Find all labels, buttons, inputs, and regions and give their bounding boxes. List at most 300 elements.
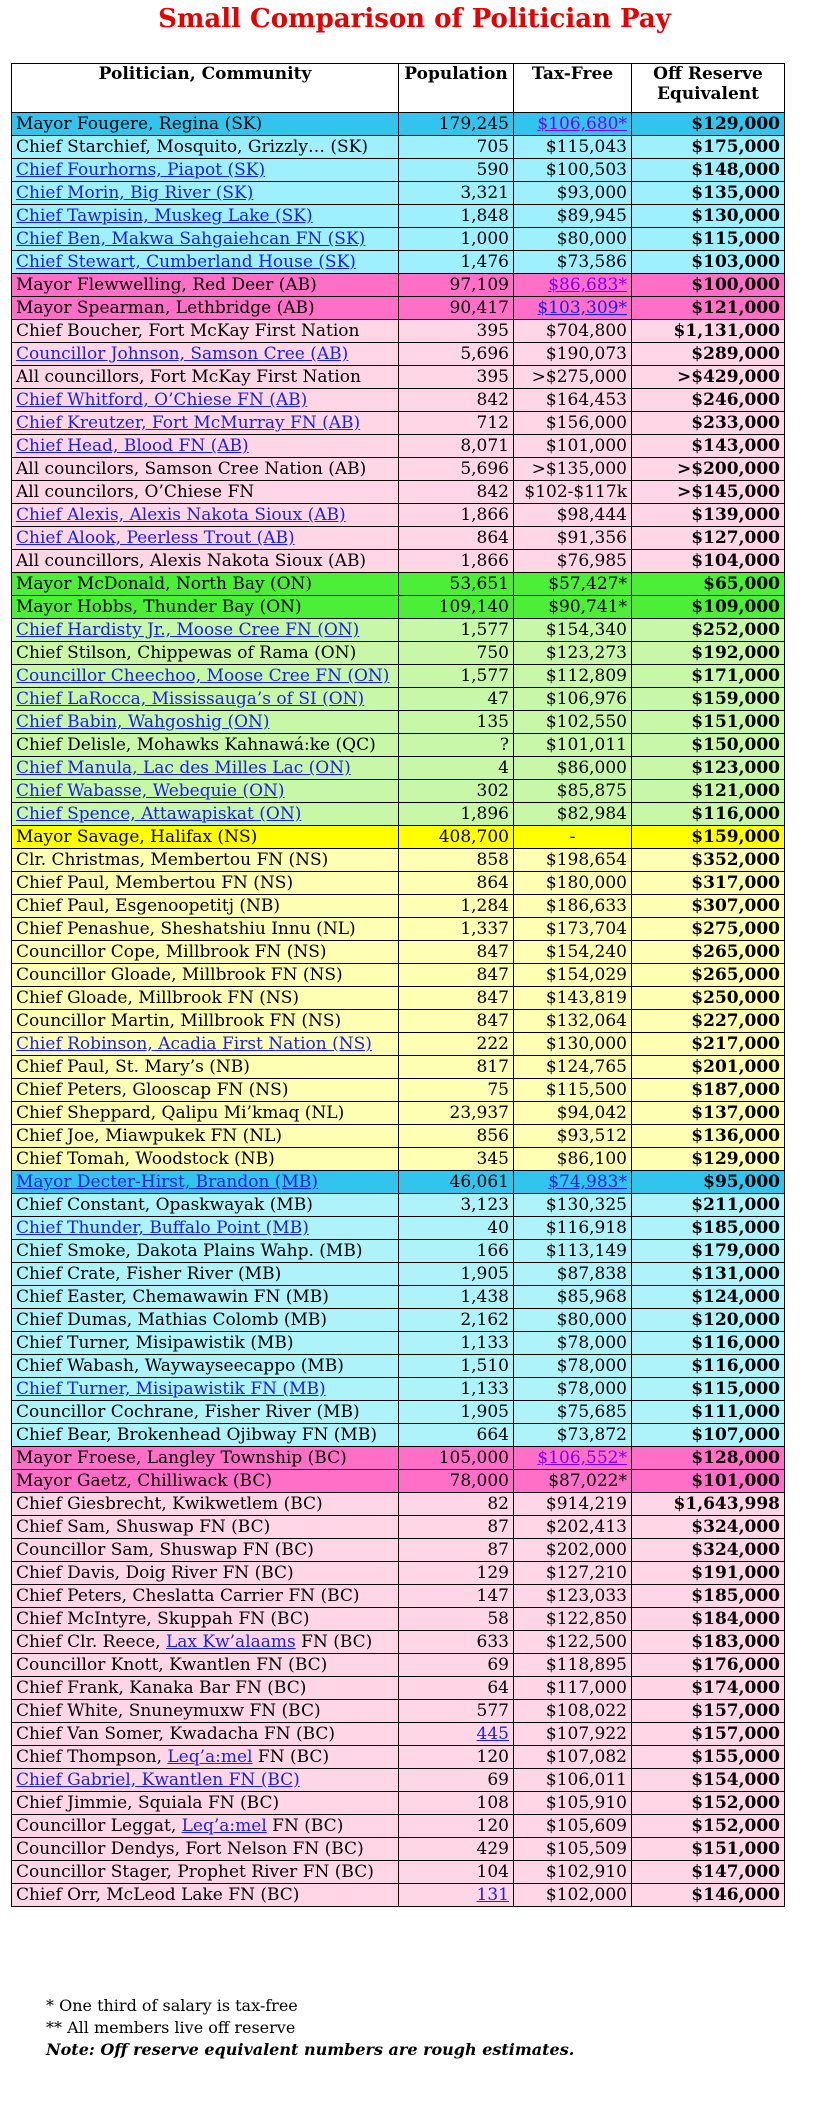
off-reserve-cell: $109,000 (632, 596, 785, 619)
population-cell: 858 (399, 849, 514, 872)
tax-free-cell: $78,000 (514, 1332, 632, 1355)
population-cell: 1,133 (399, 1378, 514, 1401)
politician-cell: Chief White, Snuneymuxw FN (BC) (12, 1700, 399, 1723)
tax-free-cell: $98,444 (514, 504, 632, 527)
table-row (12, 458, 785, 481)
tax-free-cell (514, 274, 632, 297)
off-reserve-cell: $129,000 (632, 113, 785, 136)
tax-free-cell: $105,910 (514, 1792, 632, 1815)
politician-cell: Councillor Knott, Kwantlen FN (BC) (12, 1654, 399, 1677)
table-row (12, 849, 785, 872)
politician-cell: Chief Van Somer, Kwadacha FN (BC) (12, 1723, 399, 1746)
tax-free-cell: $57,427* (514, 573, 632, 596)
tax-free-cell: $102,910 (514, 1861, 632, 1884)
population-cell: 87 (399, 1516, 514, 1539)
tax-free-cell: $122,500 (514, 1631, 632, 1654)
politician-cell: Chief Constant, Opaskwayak (MB) (12, 1194, 399, 1217)
community-link[interactable]: Lax Kw’alaams (165, 1632, 296, 1652)
politician-cell: Chief Boucher, Fort McKay First Nation (12, 320, 399, 343)
population-cell: 64 (399, 1677, 514, 1700)
off-reserve-cell: $191,000 (632, 1562, 785, 1585)
tax-free-cell: $101,000 (514, 435, 632, 458)
table-row (12, 1401, 785, 1424)
population-cell: 87 (399, 1539, 514, 1562)
off-reserve-cell: $201,000 (632, 1056, 785, 1079)
header-population: Population (399, 64, 514, 113)
tax-free-link[interactable]: $106,680* (537, 114, 627, 134)
politician-link[interactable]: Chief Alook, Peerless Trout (AB) (16, 528, 295, 548)
population-cell: 3,321 (399, 182, 514, 205)
population-cell: 97,109 (399, 274, 514, 297)
table-row (12, 1608, 785, 1631)
politician-cell (12, 251, 399, 274)
population-cell: 82 (399, 1493, 514, 1516)
off-reserve-cell: $184,000 (632, 1608, 785, 1631)
page-title: Small Comparison of Politician Pay (158, 4, 671, 34)
header-tax-free: Tax-Free (514, 64, 632, 113)
tax-free-cell: $130,325 (514, 1194, 632, 1217)
politician-cell: Chief Wabash, Waywayseecappo (MB) (12, 1355, 399, 1378)
population-cell: 1,510 (399, 1355, 514, 1378)
table-row (12, 1562, 785, 1585)
population-cell: 120 (399, 1815, 514, 1838)
table-row (12, 1631, 785, 1654)
off-reserve-cell: $246,000 (632, 389, 785, 412)
table-row (12, 734, 785, 757)
politician-cell: Chief Paul, Esgenoopetitj (NB) (12, 895, 399, 918)
population-cell: 590 (399, 159, 514, 182)
tax-free-cell: $87,838 (514, 1263, 632, 1286)
population-cell: 302 (399, 780, 514, 803)
off-reserve-cell: $171,000 (632, 665, 785, 688)
tax-free-cell: $107,922 (514, 1723, 632, 1746)
politician-cell: Chief Peters, Glooscap FN (NS) (12, 1079, 399, 1102)
tax-free-cell: $164,453 (514, 389, 632, 412)
off-reserve-cell: $175,000 (632, 136, 785, 159)
politician-link[interactable]: Chief Ben, Makwa Sahgaiehcan FN (SK) (16, 229, 366, 249)
population-cell: 1,577 (399, 665, 514, 688)
table-row (12, 596, 785, 619)
politician-link[interactable]: Chief Kreutzer, Fort McMurray FN (AB) (16, 413, 361, 433)
politician-cell: Chief Easter, Chemawawin FN (MB) (12, 1286, 399, 1309)
off-reserve-cell: >$429,000 (632, 366, 785, 389)
population-cell: 1,337 (399, 918, 514, 941)
tax-free-cell: $186,633 (514, 895, 632, 918)
population-cell: 108 (399, 1792, 514, 1815)
population-cell: 856 (399, 1125, 514, 1148)
population-cell: 395 (399, 366, 514, 389)
tax-free-cell: $102,550 (514, 711, 632, 734)
politician-text: Chief Clr. Reece, (16, 1632, 166, 1652)
tax-free-cell: $180,000 (514, 872, 632, 895)
population-link[interactable]: 445 (476, 1724, 509, 1744)
population-cell: 429 (399, 1838, 514, 1861)
off-reserve-cell: $124,000 (632, 1286, 785, 1309)
tax-free-cell: $80,000 (514, 1309, 632, 1332)
off-reserve-cell: $252,000 (632, 619, 785, 642)
off-reserve-cell: $137,000 (632, 1102, 785, 1125)
population-cell: 750 (399, 642, 514, 665)
politician-link[interactable]: Chief Spence, Attawapiskat (ON) (16, 804, 302, 824)
population-cell: 842 (399, 389, 514, 412)
politician-cell: Mayor Hobbs, Thunder Bay (ON) (12, 596, 399, 619)
table-row (12, 803, 785, 826)
politician-cell (12, 1769, 399, 1792)
politician-cell: Chief Tomah, Woodstock (NB) (12, 1148, 399, 1171)
off-reserve-cell: $217,000 (632, 1033, 785, 1056)
politician-text-suffix: FN (BC) (266, 1816, 344, 1836)
table-row (12, 343, 785, 366)
off-reserve-cell: $130,000 (632, 205, 785, 228)
politician-cell (12, 159, 399, 182)
off-reserve-cell: $148,000 (632, 159, 785, 182)
off-reserve-cell: $147,000 (632, 1861, 785, 1884)
population-cell: 8,071 (399, 435, 514, 458)
population-cell: 395 (399, 320, 514, 343)
tax-free-cell: >$275,000 (514, 366, 632, 389)
politician-link[interactable]: Chief Turner, Misipawistik FN (MB) (16, 1379, 326, 1399)
table-row (12, 435, 785, 458)
population-cell: 3,123 (399, 1194, 514, 1217)
table-row (12, 1286, 785, 1309)
off-reserve-cell: $211,000 (632, 1194, 785, 1217)
off-reserve-cell: $143,000 (632, 435, 785, 458)
off-reserve-cell: $275,000 (632, 918, 785, 941)
politician-cell: Councillor Dendys, Fort Nelson FN (BC) (12, 1838, 399, 1861)
politician-cell: Chief Smoke, Dakota Plains Wahp. (MB) (12, 1240, 399, 1263)
politician-cell: Chief Paul, St. Mary’s (NB) (12, 1056, 399, 1079)
table-row (12, 1240, 785, 1263)
population-cell: 847 (399, 941, 514, 964)
footnotes (46, 1995, 574, 2061)
population-cell: 847 (399, 964, 514, 987)
tax-free-cell: $86,100 (514, 1148, 632, 1171)
population-cell: 1,848 (399, 205, 514, 228)
off-reserve-cell: $95,000 (632, 1171, 785, 1194)
population-cell: 1,905 (399, 1263, 514, 1286)
tax-free-cell: $78,000 (514, 1355, 632, 1378)
population-cell: 577 (399, 1700, 514, 1723)
politician-cell: Councillor Stager, Prophet River FN (BC) (12, 1861, 399, 1884)
population-cell: 46,061 (399, 1171, 514, 1194)
politician-cell: All councilors, Samson Cree Nation (AB) (12, 458, 399, 481)
politician-link[interactable]: Chief Robinson, Acadia First Nation (NS) (16, 1034, 372, 1054)
politician-cell (12, 803, 399, 826)
population-cell: 5,696 (399, 343, 514, 366)
tax-free-cell: $73,586 (514, 251, 632, 274)
table-row (12, 1585, 785, 1608)
table-row (12, 711, 785, 734)
tax-free-cell: $101,011 (514, 734, 632, 757)
tax-free-cell (514, 1447, 632, 1470)
population-cell: 179,245 (399, 113, 514, 136)
table-row (12, 182, 785, 205)
politician-cell: All councillors, Alexis Nakota Sioux (AB) (12, 550, 399, 573)
table-row (12, 136, 785, 159)
table-row (12, 412, 785, 435)
table-row (12, 251, 785, 274)
table-row (12, 1700, 785, 1723)
politician-link[interactable]: Mayor Decter-Hirst, Brandon (MB) (16, 1172, 318, 1192)
politician-link[interactable]: Chief Stewart, Cumberland House (SK) (16, 252, 356, 272)
population-cell: 135 (399, 711, 514, 734)
politician-cell: Chief Sam, Shuswap FN (BC) (12, 1516, 399, 1539)
politician-cell: Councillor Martin, Millbrook FN (NS) (12, 1010, 399, 1033)
politician-cell: Chief Delisle, Mohawks Kahnawá:ke (QC) (12, 734, 399, 757)
off-reserve-cell: $115,000 (632, 1378, 785, 1401)
off-reserve-cell: $107,000 (632, 1424, 785, 1447)
politician-link[interactable]: Chief Gabriel, Kwantlen FN (BC) (16, 1770, 300, 1790)
population-cell: 2,162 (399, 1309, 514, 1332)
population-cell: 664 (399, 1424, 514, 1447)
politician-cell: Chief McIntyre, Skuppah FN (BC) (12, 1608, 399, 1631)
table-row (12, 1769, 785, 1792)
population-cell: 817 (399, 1056, 514, 1079)
table-row (12, 1723, 785, 1746)
table-row (12, 527, 785, 550)
politician-text-suffix: FN (BC) (252, 1747, 330, 1767)
table-row (12, 1815, 785, 1838)
off-reserve-cell: $176,000 (632, 1654, 785, 1677)
politician-link[interactable]: Chief Wabasse, Webequie (ON) (16, 781, 285, 801)
politician-text-suffix: FN (BC) (295, 1632, 373, 1652)
politician-cell: Clr. Christmas, Membertou FN (NS) (12, 849, 399, 872)
politician-cell (12, 1033, 399, 1056)
table-row (12, 159, 785, 182)
tax-free-cell: $102-$117k (514, 481, 632, 504)
politician-cell: Mayor Froese, Langley Township (BC) (12, 1447, 399, 1470)
population-cell: 23,937 (399, 1102, 514, 1125)
population-cell: 129 (399, 1562, 514, 1585)
table-row (12, 274, 785, 297)
table-row (12, 481, 785, 504)
politician-cell (12, 343, 399, 366)
table-row (12, 1194, 785, 1217)
population-cell: 633 (399, 1631, 514, 1654)
off-reserve-cell: $157,000 (632, 1700, 785, 1723)
off-reserve-cell: $265,000 (632, 941, 785, 964)
politician-cell: Chief Turner, Misipawistik (MB) (12, 1332, 399, 1355)
politician-link[interactable]: Councillor Cheechoo, Moose Cree FN (ON) (16, 666, 390, 686)
politician-link[interactable]: Chief Tawpisin, Muskeg Lake (SK) (16, 206, 313, 226)
population-cell (399, 1884, 514, 1907)
tax-free-cell: $190,073 (514, 343, 632, 366)
off-reserve-cell: $265,000 (632, 964, 785, 987)
tax-free-cell: $130,000 (514, 1033, 632, 1056)
off-reserve-cell: $307,000 (632, 895, 785, 918)
tax-free-cell: $93,000 (514, 182, 632, 205)
off-reserve-cell: $159,000 (632, 826, 785, 849)
off-reserve-cell: $150,000 (632, 734, 785, 757)
population-cell: 78,000 (399, 1470, 514, 1493)
table-row (12, 1079, 785, 1102)
tax-free-cell: >$135,000 (514, 458, 632, 481)
politician-cell: Councillor Cochrane, Fisher River (MB) (12, 1401, 399, 1424)
politician-cell (12, 412, 399, 435)
off-reserve-cell: $115,000 (632, 228, 785, 251)
politician-link[interactable]: Chief Morin, Big River (SK) (16, 183, 254, 203)
off-reserve-cell: $152,000 (632, 1792, 785, 1815)
off-reserve-cell: $317,000 (632, 872, 785, 895)
politician-cell: Mayor Flewwelling, Red Deer (AB) (12, 274, 399, 297)
off-reserve-cell: $116,000 (632, 803, 785, 826)
table-row (12, 389, 785, 412)
politician-link[interactable]: Councillor Johnson, Samson Cree (AB) (16, 344, 349, 364)
off-reserve-cell: $250,000 (632, 987, 785, 1010)
table-row (12, 1654, 785, 1677)
politician-cell (12, 1171, 399, 1194)
politician-cell: Chief Stilson, Chippewas of Rama (ON) (12, 642, 399, 665)
off-reserve-cell: $352,000 (632, 849, 785, 872)
off-reserve-cell: $135,000 (632, 182, 785, 205)
politician-link[interactable]: Chief Hardisty Jr., Moose Cree FN (ON) (16, 620, 360, 640)
off-reserve-cell: $159,000 (632, 688, 785, 711)
tax-free-cell: $93,512 (514, 1125, 632, 1148)
community-link[interactable]: Leq’a:mel (181, 1816, 267, 1836)
table-row (12, 1263, 785, 1286)
population-cell: 69 (399, 1654, 514, 1677)
off-reserve-cell: $151,000 (632, 711, 785, 734)
politician-link[interactable]: Chief Thunder, Buffalo Point (MB) (16, 1218, 309, 1238)
table-row (12, 320, 785, 343)
table-row (12, 1447, 785, 1470)
politician-cell: Chief Penashue, Sheshatshiu Innu (NL) (12, 918, 399, 941)
population-cell: 345 (399, 1148, 514, 1171)
off-reserve-cell: $120,000 (632, 1309, 785, 1332)
population-cell: 408,700 (399, 826, 514, 849)
tax-free-cell: $86,000 (514, 757, 632, 780)
population-cell: 1,000 (399, 228, 514, 251)
tax-free-cell: $102,000 (514, 1884, 632, 1907)
off-reserve-cell: $101,000 (632, 1470, 785, 1493)
tax-free-link[interactable]: $74,983* (548, 1172, 627, 1192)
table-row (12, 205, 785, 228)
off-reserve-cell: $1,131,000 (632, 320, 785, 343)
off-reserve-cell: $289,000 (632, 343, 785, 366)
table-row (12, 895, 785, 918)
population-cell: 1,905 (399, 1401, 514, 1424)
table-row (12, 1355, 785, 1378)
tax-free-cell: $73,872 (514, 1424, 632, 1447)
population-cell: 105,000 (399, 1447, 514, 1470)
table-row (12, 1493, 785, 1516)
off-reserve-cell: $324,000 (632, 1539, 785, 1562)
population-cell: 705 (399, 136, 514, 159)
tax-free-cell: $115,043 (514, 136, 632, 159)
tax-free-cell (514, 297, 632, 320)
tax-free-link[interactable]: $86,683* (548, 275, 627, 295)
population-cell: 90,417 (399, 297, 514, 320)
politician-cell (12, 527, 399, 550)
politician-cell: Chief Frank, Kanaka Bar FN (BC) (12, 1677, 399, 1700)
table-row (12, 1677, 785, 1700)
tax-free-cell: $154,240 (514, 941, 632, 964)
off-reserve-cell: $233,000 (632, 412, 785, 435)
politician-link[interactable]: Chief Manula, Lac des Milles Lac (ON) (16, 758, 351, 778)
table-row (12, 573, 785, 596)
header-politician: Politician, Community (12, 64, 399, 113)
politician-cell (12, 435, 399, 458)
off-reserve-cell: $123,000 (632, 757, 785, 780)
tax-free-cell: $105,509 (514, 1838, 632, 1861)
population-cell: ? (399, 734, 514, 757)
politician-link[interactable]: Chief LaRocca, Mississauga’s of SI (ON) (16, 689, 365, 709)
politician-cell: Mayor McDonald, North Bay (ON) (12, 573, 399, 596)
tax-free-link[interactable]: $106,552* (537, 1448, 627, 1468)
politician-cell: Chief Jimmie, Squiala FN (BC) (12, 1792, 399, 1815)
tax-free-cell: $113,149 (514, 1240, 632, 1263)
tax-free-cell: $87,022* (514, 1470, 632, 1493)
tax-free-cell: $78,000 (514, 1378, 632, 1401)
politician-cell (12, 1217, 399, 1240)
tax-free-cell: - (514, 826, 632, 849)
population-cell (399, 1723, 514, 1746)
community-link[interactable]: Leq’a:mel (167, 1747, 253, 1767)
table-row (12, 688, 785, 711)
off-reserve-cell: $121,000 (632, 780, 785, 803)
header-off-reserve: Off Reserve Equivalent (632, 64, 785, 113)
table-row (12, 665, 785, 688)
tax-free-cell: $704,800 (514, 320, 632, 343)
table-row (12, 1148, 785, 1171)
politician-cell (12, 757, 399, 780)
politician-link[interactable]: Chief Whitford, O’Chiese FN (AB) (16, 390, 308, 410)
population-cell: 4 (399, 757, 514, 780)
tax-free-cell: $85,968 (514, 1286, 632, 1309)
politician-cell (12, 228, 399, 251)
table-row (12, 1884, 785, 1907)
off-reserve-cell: $131,000 (632, 1263, 785, 1286)
off-reserve-cell: $174,000 (632, 1677, 785, 1700)
tax-free-cell: $154,029 (514, 964, 632, 987)
population-link[interactable]: 131 (476, 1885, 509, 1905)
off-reserve-cell: $103,000 (632, 251, 785, 274)
population-cell: 69 (399, 1769, 514, 1792)
table-row (12, 1056, 785, 1079)
politician-cell (12, 1378, 399, 1401)
tax-free-cell: $123,033 (514, 1585, 632, 1608)
tax-free-cell: $202,000 (514, 1539, 632, 1562)
tax-free-cell: $91,356 (514, 527, 632, 550)
table-row (12, 987, 785, 1010)
politician-cell: Councillor Gloade, Millbrook FN (NS) (12, 964, 399, 987)
tax-free-link[interactable]: $103,309* (537, 298, 627, 318)
off-reserve-cell: $111,000 (632, 1401, 785, 1424)
politician-cell: Mayor Savage, Halifax (NS) (12, 826, 399, 849)
tax-free-cell: $106,976 (514, 688, 632, 711)
politician-link[interactable]: Chief Babin, Wahgoshig (ON) (16, 712, 270, 732)
politician-link[interactable]: Chief Alexis, Alexis Nakota Sioux (AB) (16, 505, 346, 525)
tax-free-cell: $914,219 (514, 1493, 632, 1516)
off-reserve-cell: $192,000 (632, 642, 785, 665)
off-reserve-cell: $136,000 (632, 1125, 785, 1148)
tax-free-cell: $105,609 (514, 1815, 632, 1838)
politician-cell: Chief Sheppard, Qalipu Mi’kmaq (NL) (12, 1102, 399, 1125)
tax-free-cell: $85,875 (514, 780, 632, 803)
table-row (12, 1792, 785, 1815)
tax-free-cell: $115,500 (514, 1079, 632, 1102)
off-reserve-cell: $116,000 (632, 1355, 785, 1378)
table-row (12, 872, 785, 895)
tax-free-cell: $90,741* (514, 596, 632, 619)
population-cell: 1,476 (399, 251, 514, 274)
politician-link[interactable]: Chief Head, Blood FN (AB) (16, 436, 249, 456)
tax-free-cell: $80,000 (514, 228, 632, 251)
politician-link[interactable]: Chief Fourhorns, Piapot (SK) (16, 160, 266, 180)
tax-free-cell: $202,413 (514, 1516, 632, 1539)
pay-comparison-table (11, 63, 785, 1907)
off-reserve-cell: $116,000 (632, 1332, 785, 1355)
